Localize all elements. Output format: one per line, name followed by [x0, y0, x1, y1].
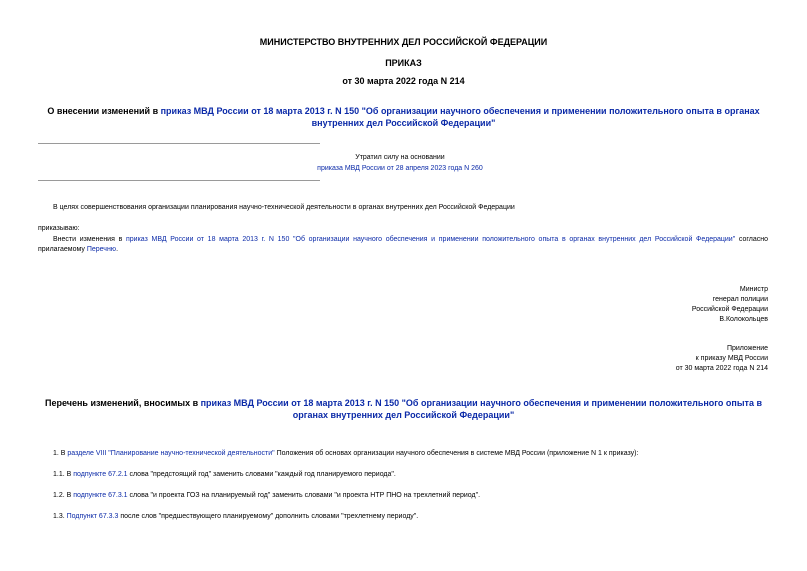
list-item-1-2: 1.2. В подпункте 67.3.1 слова "и проекта ГОЗ на планируемый год" заменить словами "и проекта НТР ПНО на трехлетний период". [53, 492, 481, 499]
list-item-1: 1. В разделе VIII "Планирование научно-технической деятельности" Положения об основах организации научного обеспечения в системе МВД России (приложение N 1 к приказу): [53, 450, 639, 457]
list-item-1-3: 1.3. Подпункт 67.3.3 после слов "предшествующего планируемому" дополнить словами "трехлетнему периоду". [53, 513, 419, 520]
para-link-order-150[interactable]: приказ МВД России от 18 марта 2013 г. N 150 "Об организации научного обеспечения и применении положительного опыта в органах внутренних дел Российской Федерации" [125, 236, 736, 243]
appendix-line-2: к приказу МВД России [695, 355, 768, 362]
appendix-block [500, 344, 768, 374]
signature-line-2: генерал полиции [712, 296, 768, 303]
appendix-line-3: от 30 марта 2022 года N 214 [675, 365, 768, 372]
document-type: ПРИКАЗ [385, 58, 422, 68]
list-title [40, 397, 767, 421]
status-link-order-260[interactable]: приказа МВД России от 28 апреля 2023 года N 260 [317, 165, 483, 172]
appendix-line-1: Приложение [726, 345, 768, 352]
list-item-1-1: 1.1. В подпункте 67.2.1 слова "предстоящий год" заменить словами "каждый год планируемого периода". [53, 471, 396, 478]
item12-link[interactable]: подпункте 67.3.1 [73, 492, 128, 499]
signature-line-3: Российской Федерации [691, 306, 768, 313]
issuer-heading: МИНИСТЕРСТВО ВНУТРЕННИХ ДЕЛ РОССИЙСКОЙ ФЕДЕРАЦИИ [259, 37, 548, 47]
document-date: от 30 марта 2022 года N 214 [342, 76, 465, 86]
signature-line-1: Министр [739, 286, 768, 293]
preamble-text: В целях совершенствования организации планирования научно-технической деятельности в органах внутренних дел Российской Федерации [53, 204, 515, 211]
document-title [40, 105, 767, 129]
item1-link-section[interactable]: разделе VIII "Планирование научно-технической деятельности" [67, 450, 275, 457]
signature-name: В.Колокольцев [719, 316, 768, 323]
order-word: приказываю: [38, 225, 80, 232]
status-bottom-rule [38, 180, 320, 181]
signature-block [500, 285, 768, 325]
order-paragraph: Внести изменения в приказ МВД России от 18 марта 2013 г. N 150 "Об организации научного обеспечения и применении положительного опыта в органах внутренних дел Российской Федерации" согласно прилагаемому Перечню. [38, 236, 769, 253]
item13-link[interactable]: Подпункт 67.3.3 [66, 513, 119, 520]
title-link-order-150[interactable]: приказ МВД России от 18 марта 2013 г. N 150 "Об организации научного обеспечения и применении положительного опыта в органах внутренних дел Российской Федерации" [160, 106, 760, 128]
status-top-rule [38, 143, 320, 144]
list-title-link[interactable]: приказ МВД России от 18 марта 2013 г. N 150 "Об организации научного обеспечения и применении положительного опыта в органах внутренних дел Российской Федерации" [200, 398, 762, 420]
item11-link[interactable]: подпункте 67.2.1 [73, 471, 128, 478]
list-title-prefix: Перечень изменений, вносимых в [45, 398, 201, 408]
status-text: Утратил силу на основании [355, 154, 445, 161]
para-link-list[interactable]: Перечню [86, 246, 117, 253]
title-prefix: О внесении изменений в [47, 106, 161, 116]
